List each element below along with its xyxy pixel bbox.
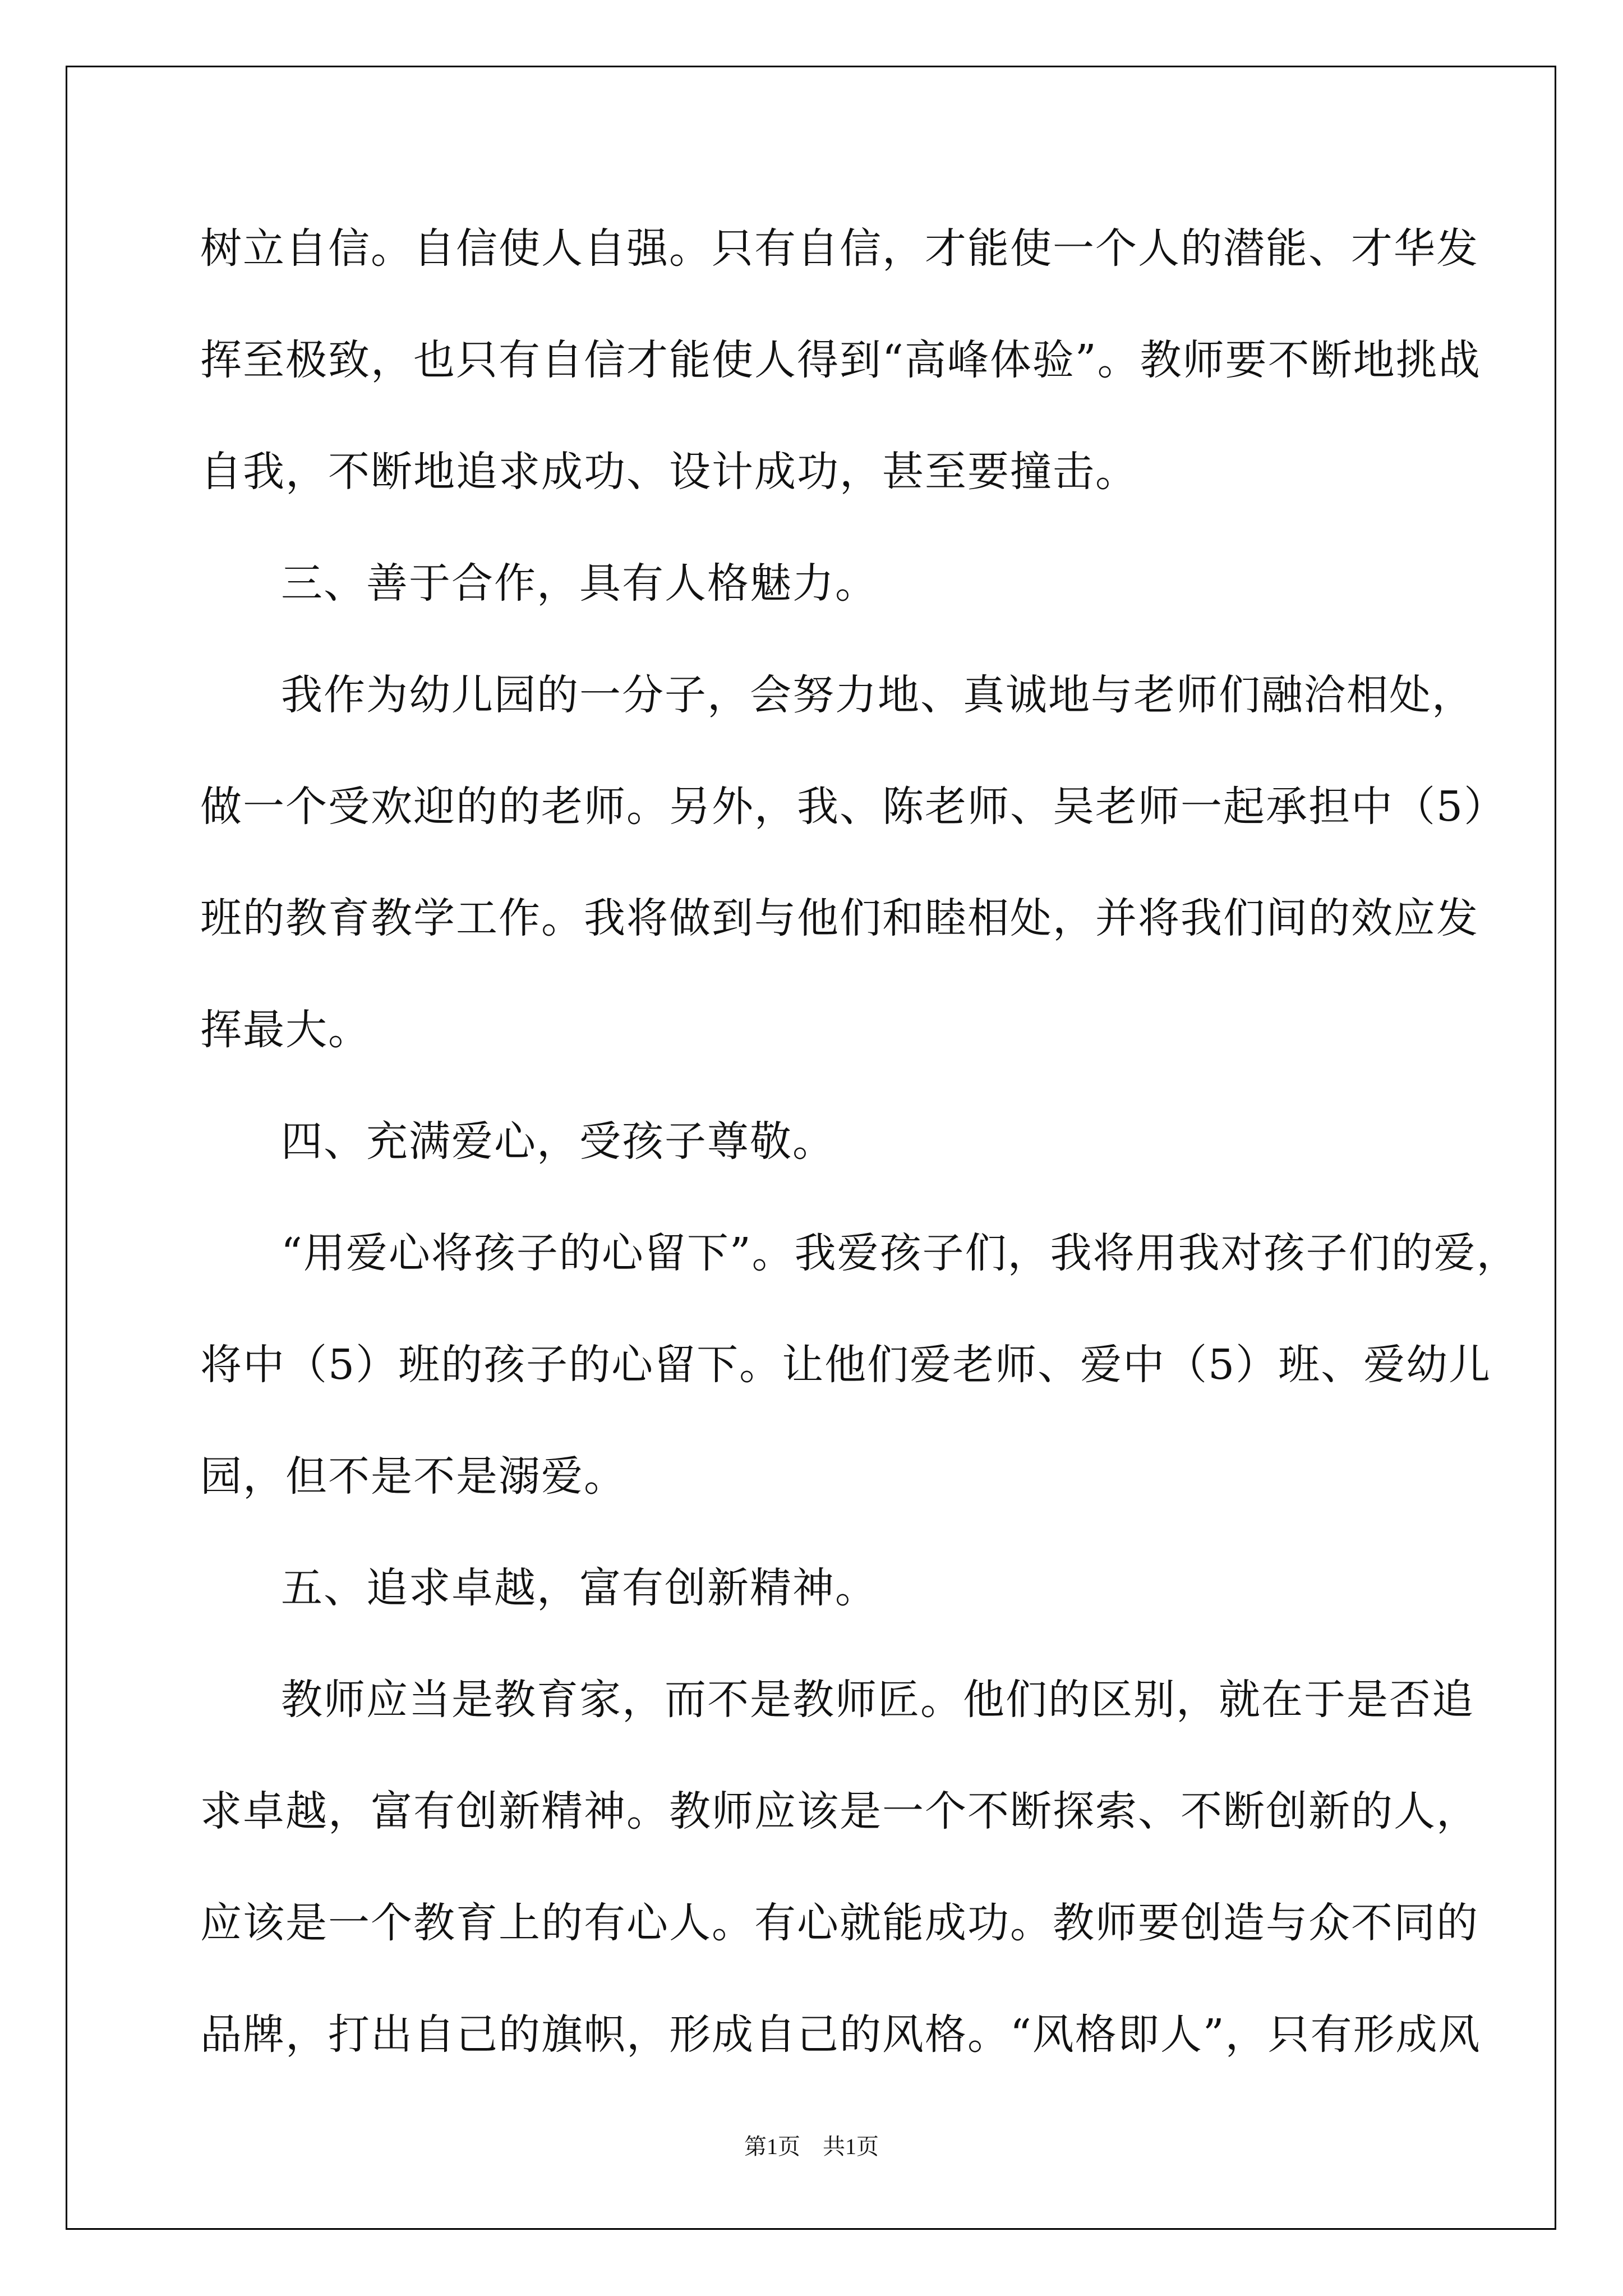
body-text-line: 求卓越，富有创新精神。教师应该是一个不断探索、不断创新的人， bbox=[200, 1787, 1479, 1835]
body-text-line: 做一个受欢迎的的老师。另外，我、陈老师、吴老师一起承担中（5） bbox=[200, 783, 1507, 831]
body-text-line: 班的教育教学工作。我将做到与他们和睦相处，并将我们间的效应发 bbox=[200, 894, 1479, 942]
body-text-line: “用爱心将孩子的心留下”。我爱孩子们，我将用我对孩子们的爱， bbox=[281, 1229, 1519, 1277]
body-text-line: 将中（5）班的孩子的心留下。让他们爱老师、爱中（5）班、爱幼儿 bbox=[200, 1341, 1492, 1389]
body-text-line: 园，但不是不是溺爱。 bbox=[200, 1452, 626, 1501]
body-text-line: 应该是一个教育上的有心人。有心就能成功。教师要创造与众不同的 bbox=[200, 1899, 1479, 1947]
section-heading: 四、充满爱心，受孩子尊敬。 bbox=[281, 1117, 835, 1166]
body-text-line: 挥至极致，也只有自信才能使人得到“高峰体验”。教师要不断地挑战 bbox=[200, 336, 1481, 384]
body-text-line: 自我，不断地追求成功、设计成功，甚至要撞击。 bbox=[200, 448, 1138, 496]
body-text-line: 树立自信。自信使人自强。只有自信，才能使一个人的潜能、才华发 bbox=[200, 224, 1479, 273]
section-heading: 五、追求卓越，富有创新精神。 bbox=[281, 1564, 878, 1612]
body-text-line: 我作为幼儿园的一分子，会努力地、真诚地与老师们融洽相处， bbox=[281, 671, 1474, 719]
body-text-line: 品牌，打出自己的旗帜，形成自己的风格。“风格即人”，只有形成风 bbox=[200, 2010, 1481, 2059]
body-text-line: 教师应当是教育家，而不是教师匠。他们的区别，就在于是否追 bbox=[281, 1676, 1474, 1724]
page-number-footer: 第1页 共1页 bbox=[744, 2134, 879, 2159]
body-text-line: 挥最大。 bbox=[200, 1006, 371, 1054]
section-heading: 三、善于合作，具有人格魅力。 bbox=[281, 559, 878, 608]
